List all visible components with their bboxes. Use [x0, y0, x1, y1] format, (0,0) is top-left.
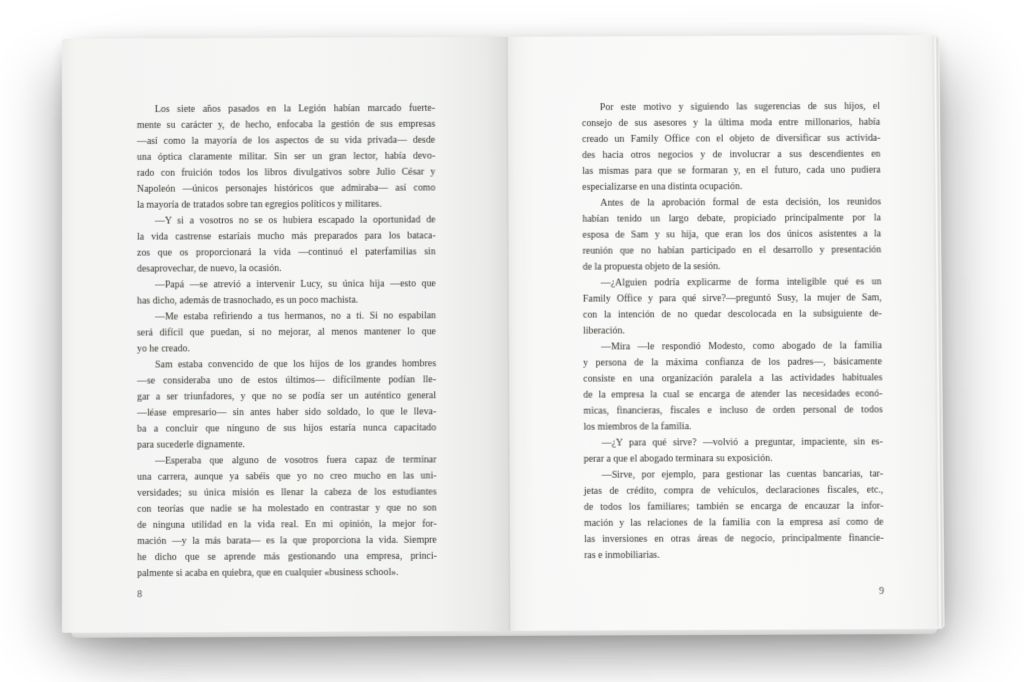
- text-line: los miembros de la familia.: [583, 421, 692, 433]
- text-line: gar a ser triunfadores, y que no se podía ser un auténtico general: [137, 390, 437, 403]
- text-line: —Y si a vosotros no se os hubiera escapado la oportunidad de: [154, 214, 436, 227]
- text-line: perar a que el abogado terminara su exposición.: [583, 452, 773, 465]
- text-line: —¿Y para qué sirve? —volvió a preguntar, impaciente, sin es-: [601, 436, 883, 449]
- left-page-text-column: [137, 101, 437, 582]
- page-number-right: 9: [879, 585, 885, 598]
- text-line: —¿Alguien podría explicarme de forma inteligible qué es un: [600, 276, 882, 289]
- text-line: zos que os proporcionará la vida —continuó el paterfamilias sin: [136, 246, 436, 259]
- left-page: [62, 37, 510, 633]
- text-line: de todos los familiares; también se encarga de encauzar la infor-: [583, 500, 884, 513]
- text-line: —Esperaba que alguno de vosotros fuera capaz de terminar: [155, 454, 437, 467]
- text-line: Antes de la aprobación formal de esta decisión, los reunidos: [600, 196, 881, 209]
- paragraph: [582, 99, 881, 196]
- text-line: liberación.: [582, 325, 625, 337]
- text-line: has dicho, además de trasnochado, es un poco machista.: [136, 294, 359, 307]
- text-line: he dicho que se aprende más gestionando una empresa, princi-: [137, 550, 437, 564]
- paragraph: [137, 308, 436, 357]
- text-line: Por este motivo y siguiendo las sugerencias de sus hijos, el: [599, 100, 881, 114]
- text-line: micas, financieras, fiscales e incluso de orden personal de todos: [583, 404, 883, 417]
- text-line: des hacia otros negocios y de involucrar a sus descendientes en: [582, 148, 881, 161]
- text-line: las mismas para que se formaran y, en el futuro, cada uno pudiera: [582, 164, 881, 177]
- paragraph: [582, 195, 881, 276]
- text-line: la vida castrense estaríais mucho más preparados para los bataca-: [136, 230, 436, 243]
- text-line: mación y las relaciones de la familia con la empresa así como de: [583, 516, 884, 530]
- text-line: consiste en una organización paralela a las actividades habituales: [583, 372, 883, 385]
- page-number-left: 8: [137, 589, 143, 601]
- text-line: para sucederle dignamente.: [137, 439, 245, 451]
- text-line: mente su carácter y, de hecho, enfocaba la gestión de sus empresas: [136, 118, 436, 132]
- text-line: versidades; su única misión es llenar la cabeza de los estudiantes: [137, 486, 437, 499]
- text-line: de la propuesta objeto de la sesión.: [582, 261, 721, 273]
- text-line: —léase empresario— sin antes haber sido soldado, lo que le lleva-: [137, 406, 437, 419]
- text-line: —Sirve, por ejemplo, para gestionar las cuentas bancarias, tar-: [601, 468, 884, 481]
- paragraph: [583, 274, 882, 339]
- text-line: rado con fruición todos los libros divulgativos sobre Julio César y: [136, 166, 436, 179]
- paragraph: [137, 452, 437, 582]
- right-page: [508, 35, 945, 631]
- paragraph: [584, 434, 884, 467]
- paragraph: [583, 338, 883, 435]
- text-line: —se consideraba uno de estos últimos— difícilmente podían lle-: [137, 374, 437, 387]
- paragraph: [137, 212, 436, 277]
- text-line: Los siete años pasados en la Legión habían marcado fuerte-: [154, 102, 436, 116]
- text-line: jetas de crédito, compra de vehículos, declaraciones fiscales, etc.,: [583, 484, 884, 497]
- text-line: las inversiones en otras áreas de negocio, principalmente financie-: [584, 532, 884, 546]
- paragraph: [137, 276, 436, 309]
- text-line: ba a concluir que ninguno de sus hijos estaría nunca capacitado: [137, 422, 437, 435]
- text-line: creado un Family Office con el objeto de diversificar sus activida-: [581, 132, 881, 146]
- text-line: será difícil que puedan, si no mejorar, al menos mantener lo que: [136, 326, 437, 339]
- text-line: esposa de Sam y su hija, que eran los dos únicos asistentes a la: [582, 228, 882, 241]
- text-line: una carrera, aunque ya sabéis que yo no creo mucho en las uni-: [137, 470, 437, 483]
- page-stack-fore-edge: [931, 37, 943, 627]
- text-line: —así como la mayoría de los aspectos de su vida privada— desde: [136, 134, 436, 147]
- text-line: reunión que no habían participado en el desarrollo y presentación: [582, 244, 882, 257]
- text-line: con teorías que nadie se ha molestado en contrastar y que no son: [137, 502, 437, 515]
- text-line: de ninguna utilidad en la vida real. En mi opinión, la mejor for-: [137, 518, 437, 531]
- text-line: habían tenido un largo debate, propiciado principalmente por la: [582, 212, 882, 225]
- text-line: yo he creado.: [137, 343, 190, 355]
- paragraph: [137, 356, 436, 453]
- open-book-spread: [62, 35, 945, 633]
- text-line: de la empresa la cual se encarga de atender las necesidades econó-: [583, 388, 883, 401]
- text-line: con la intención de no quedar descolocada en la subsiguiente de-: [582, 308, 882, 321]
- paragraph: [137, 101, 436, 214]
- right-page-text-column: [582, 99, 884, 564]
- text-line: especializarse en una distinta ocupación.: [582, 181, 743, 193]
- text-line: una óptica claramente militar. Sin ser un gran lector, había devo-: [136, 150, 436, 163]
- text-line: Napoleón —únicos personajes históricos que admiraba— así como: [136, 182, 436, 195]
- text-line: palmente si acaba en quiebra, que en cualquier «business school».: [137, 566, 399, 580]
- text-line: —Mira —le respondió Modesto, como abogado de la familia: [601, 340, 883, 353]
- text-line: Family Office y para qué sirve?—preguntó Susy, la mujer de Sam,: [582, 292, 882, 305]
- text-line: ras e inmobiliarias.: [584, 549, 660, 562]
- text-line: y persona de la máxima confianza de los padres—, básicamente: [583, 356, 883, 369]
- text-line: consejo de sus asesores y la última moda entre millonarios, había: [581, 116, 881, 130]
- text-line: desaprovechar, de nuevo, la ocasión.: [136, 263, 282, 275]
- text-line: Sam estaba convencido de que los hijos de los grandes hombres: [155, 358, 437, 371]
- text-line: —Me estaba refiriendo a tus hermanos, no a ti. Si no espabilan: [154, 310, 436, 323]
- text-line: la mayoría de tratados sobre tan egregios políticos y militares.: [136, 198, 382, 211]
- text-line: mación —y la más barata— es la que proporciona la vida. Siempre: [137, 534, 437, 548]
- text-line: —Papá —se atrevió a intervenir Lucy, su única hija —esto que: [154, 278, 436, 291]
- paragraph: [584, 467, 884, 565]
